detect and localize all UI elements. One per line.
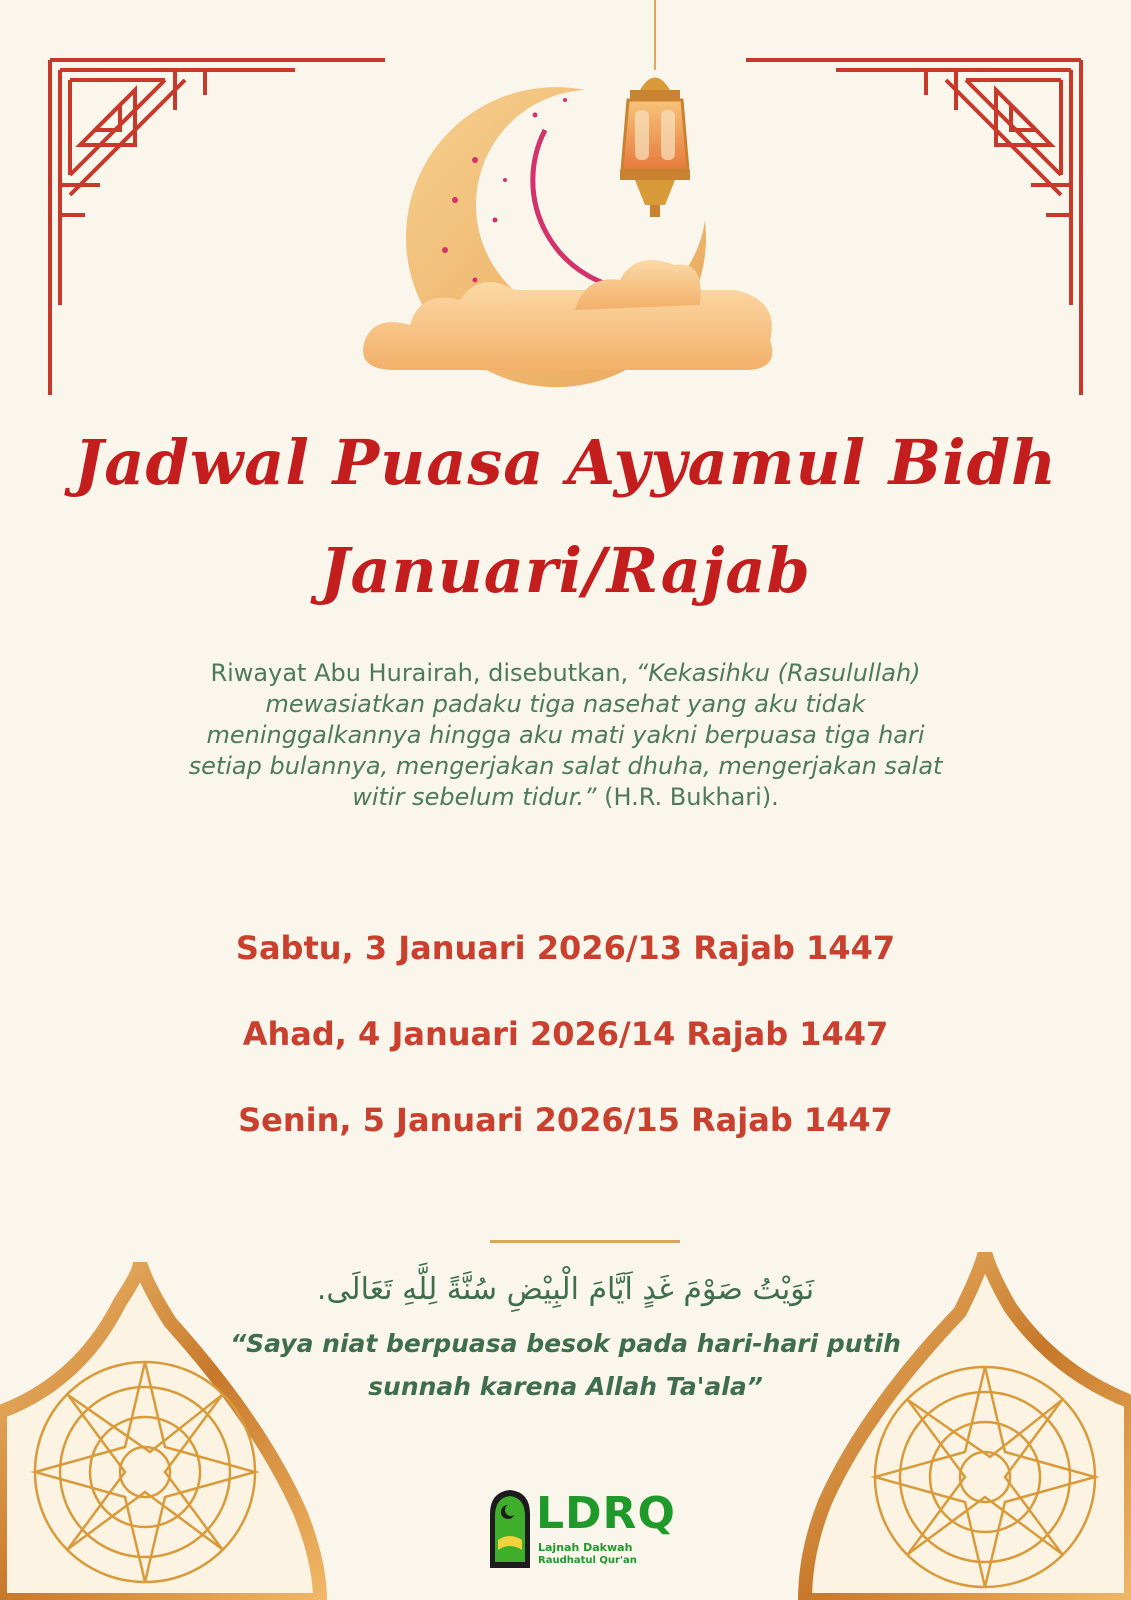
mandala-dome-right xyxy=(785,1252,1131,1600)
logo-subtitle-1: Lajnah Dakwah xyxy=(538,1541,633,1554)
fasting-date-2: Ahad, 4 Januari 2026/14 Rajab 1447 xyxy=(242,1015,889,1053)
logo-name: LDRQ xyxy=(536,1488,676,1539)
hadith-quote xyxy=(175,658,956,813)
page-title-line-1: Jadwal Puasa Ayyamul Bidh xyxy=(73,426,1058,499)
hadith-intro: Riwayat Abu Hurairah, disebutkan, xyxy=(210,659,636,687)
ldrq-emblem-icon xyxy=(486,1488,534,1570)
fasting-date-3: Senin, 5 Januari 2026/15 Rajab 1447 xyxy=(238,1101,893,1139)
crescent-moon-illustration xyxy=(335,70,795,390)
divider-line xyxy=(490,1240,680,1243)
logo-subtitle-2: Raudhatul Qur'an xyxy=(538,1555,637,1566)
lantern-illustration xyxy=(610,0,700,230)
hadith-source: (H.R. Bukhari). xyxy=(596,783,779,811)
hadith-text: “Kekasihku (Rasulullah) mewasiatkan padaku tiga nasehat yang aku tidak meninggalkannya hingga aku mati yakni berpuasa tiga hari setiap bulannya, mengerjakan salat dhuha, mengerjakan salat witir sebelum tidur.” xyxy=(188,659,943,811)
page-title-line-2: Januari/Rajab xyxy=(320,534,811,607)
niat-arabic: نَوَيْتُ صَوْمَ غَدٍ اَيَّامَ الْبِيْضِ سُنَّةً لِلَّهِ تَعَالَى. xyxy=(316,1272,815,1307)
niat-translation: “Saya niat berpuasa besok pada hari-hari putih sunnah karena Allah Ta'ala” xyxy=(230,1329,901,1401)
ldrq-logo xyxy=(486,1488,676,1570)
mandala-dome-left xyxy=(0,1262,340,1600)
fasting-date-1: Sabtu, 3 Januari 2026/13 Rajab 1447 xyxy=(235,929,896,967)
